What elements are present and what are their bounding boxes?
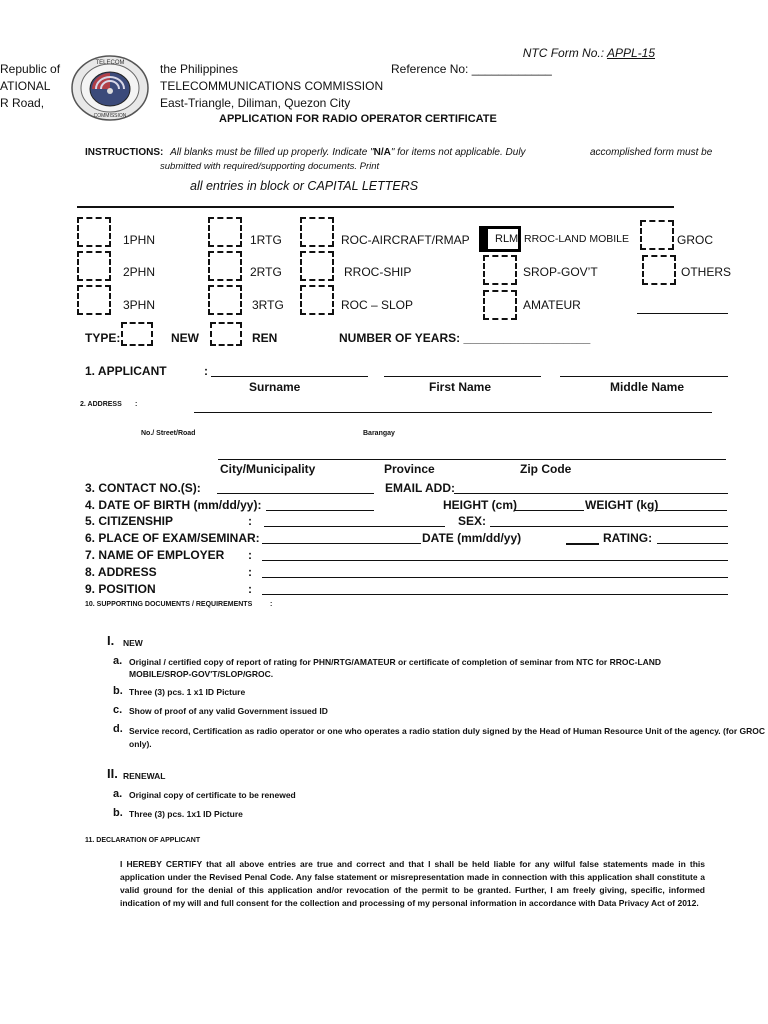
req-d-text-2: only). xyxy=(129,739,152,749)
checkbox-type-new[interactable] xyxy=(121,322,153,346)
ren-a-text: Original copy of certificate to be renewed xyxy=(129,790,296,800)
renewal-heading: RENEWAL xyxy=(123,771,166,781)
surname-input[interactable] xyxy=(211,376,368,377)
label-rroc-land-mobile: RROC-LAND MOBILE xyxy=(524,233,630,245)
dob-input[interactable] xyxy=(266,510,374,511)
form-title: APPLICATION FOR RADIO OPERATOR CERTIFICATE xyxy=(219,113,497,125)
instructions-na: N/A xyxy=(373,147,391,158)
instructions-line3: all entries in block or CAPITAL LETTERS xyxy=(190,179,419,193)
barangay-caption: Barangay xyxy=(363,430,395,437)
email-input[interactable] xyxy=(454,493,728,494)
checkbox-groc[interactable] xyxy=(640,220,674,250)
req-d-text-1: Service record, Certification as radio operator or one who operates a radio station duly signed by the Head of Human Resource Unit of the agency. (for GROC xyxy=(129,726,766,736)
address-street-input[interactable] xyxy=(194,412,712,413)
zip-caption: Zip Code xyxy=(520,462,572,476)
checkbox-others[interactable] xyxy=(642,255,676,285)
applicant-label: 1. APPLICANT xyxy=(85,364,167,378)
instructions-label: INSTRUCTIONS: xyxy=(85,147,164,158)
instructions-text-c: accomplished form must be xyxy=(590,147,713,158)
req-a-letter: a. xyxy=(113,655,123,667)
number-of-years-field[interactable]: NUMBER OF YEARS: ___________________ xyxy=(339,331,591,345)
rrlm-marker xyxy=(482,229,488,249)
agency-name: TELECOMMUNICATIONS COMMISSION xyxy=(160,79,384,93)
instructions-text-a: All blanks must be filled up properly. Indicate " xyxy=(170,147,374,158)
position-colon: : xyxy=(248,582,252,596)
checkbox-rroc-ship[interactable] xyxy=(300,251,334,281)
label-3rtg: 3RTG xyxy=(252,298,284,312)
req-c-letter: c. xyxy=(113,704,123,716)
citizenship-label: 5. CITIZENSHIP xyxy=(85,514,174,528)
req-a-text-2: MOBILE/SROP-GOV'T/SLOP/GROC. xyxy=(129,669,274,679)
label-2rtg: 2RTG xyxy=(250,265,282,279)
checkbox-srop-govt[interactable] xyxy=(483,255,517,285)
first-name-caption: First Name xyxy=(429,380,492,394)
instructions-line1 xyxy=(85,147,526,158)
form-number-label: NTC Form No.: xyxy=(522,46,605,60)
weight-label: WEIGHT (kg) xyxy=(585,498,659,512)
label-2phn: 2PHN xyxy=(123,265,156,279)
renewal-numeral: II. xyxy=(107,766,118,781)
street-caption: No./ Street/Road xyxy=(141,430,196,437)
declaration-label: 11. DECLARATION OF APPLICANT xyxy=(85,837,201,844)
checkbox-2rtg[interactable] xyxy=(208,251,242,281)
citizenship-input[interactable] xyxy=(264,526,445,527)
rating-label: RATING: xyxy=(603,531,653,545)
label-3phn: 3PHN xyxy=(123,298,156,312)
exam-date-input[interactable] xyxy=(566,543,599,545)
section-divider xyxy=(77,206,674,208)
middle-name-input[interactable] xyxy=(560,376,728,377)
employer-colon: : xyxy=(248,548,252,562)
label-roc-slop: ROC – SLOP xyxy=(341,298,414,312)
checkbox-3rtg[interactable] xyxy=(208,285,242,315)
ren-a-letter: a. xyxy=(113,788,123,800)
checkbox-roc-aircraft[interactable] xyxy=(300,217,334,247)
checkbox-1phn[interactable] xyxy=(77,217,111,247)
citizenship-colon: : xyxy=(248,514,252,528)
form-number-value: APPL-15 xyxy=(606,46,655,60)
new-numeral: I. xyxy=(107,633,115,648)
header-left-line1: Republic of xyxy=(0,62,61,76)
new-heading: NEW xyxy=(123,638,143,648)
employer-input[interactable] xyxy=(262,560,728,561)
surname-caption: Surname xyxy=(249,380,301,394)
first-name-input[interactable] xyxy=(384,376,541,377)
contact-input[interactable] xyxy=(217,493,374,494)
req-b-text: Three (3) pcs. 1 x1 ID Picture xyxy=(129,687,246,697)
supporting-docs-colon: : xyxy=(270,601,273,608)
label-roc-aircraft: ROC-AIRCRAFT/RMAP xyxy=(341,233,470,247)
employer-address-label: 8. ADDRESS xyxy=(85,565,157,579)
label-amateur: AMATEUR xyxy=(523,298,581,312)
type-ren-label: REN xyxy=(252,331,278,345)
employer-address-input[interactable] xyxy=(262,577,728,578)
supporting-docs-label: 10. SUPPORTING DOCUMENTS / REQUIREMENTS xyxy=(85,601,253,608)
ren-b-letter: b. xyxy=(113,807,123,819)
sex-label: SEX: xyxy=(458,514,487,528)
position-label: 9. POSITION xyxy=(85,582,156,596)
employer-address-colon: : xyxy=(248,565,252,579)
label-groc: GROC xyxy=(677,233,713,247)
place-of-exam-label: 6. PLACE OF EXAM/SEMINAR: xyxy=(85,531,260,545)
type-label: TYPE: xyxy=(85,331,121,345)
address-city-input[interactable] xyxy=(218,459,726,460)
label-rlm: RLM xyxy=(495,233,519,245)
header-left-line3: R Road, xyxy=(0,96,45,110)
contact-label: 3. CONTACT NO.(S): xyxy=(85,481,201,495)
sex-input[interactable] xyxy=(490,526,728,527)
reference-number-field[interactable]: Reference No: ____________ xyxy=(391,62,552,76)
place-of-exam-input[interactable] xyxy=(262,543,421,544)
address-colon: : xyxy=(135,401,138,408)
instructions-line2: submitted with required/supporting documents. Print xyxy=(160,161,380,172)
email-label: EMAIL ADD: xyxy=(385,481,455,495)
weight-input[interactable] xyxy=(656,510,727,511)
label-1rtg: 1RTG xyxy=(250,233,282,247)
height-input[interactable] xyxy=(514,510,584,511)
svg-text:TELECOM: TELECOM xyxy=(95,60,125,66)
checkbox-1rtg[interactable] xyxy=(208,217,242,247)
rating-input[interactable] xyxy=(657,543,728,544)
form-number xyxy=(523,46,655,60)
middle-name-caption: Middle Name xyxy=(610,380,685,394)
req-c-text: Show of proof of any valid Government issued ID xyxy=(129,706,328,716)
checkbox-roc-slop[interactable] xyxy=(300,285,334,315)
ntc-seal-logo xyxy=(70,55,150,121)
exam-date-label: DATE (mm/dd/yy) xyxy=(422,531,522,545)
svg-text:COMMISSION: COMMISSION xyxy=(93,113,127,119)
label-1phn: 1PHN xyxy=(123,233,156,247)
req-b-letter: b. xyxy=(113,685,123,697)
header-center-line1: the Philippines xyxy=(160,62,239,76)
province-caption: Province xyxy=(384,462,435,476)
label-rroc-ship: RROC-SHIP xyxy=(344,265,412,279)
label-others: OTHERS xyxy=(681,265,732,279)
ren-b-text: Three (3) pcs. 1x1 ID Picture xyxy=(129,809,243,819)
applicant-colon: : xyxy=(204,364,208,378)
header-left-line2: ATIONAL xyxy=(0,79,51,93)
declaration-text: I HEREBY CERTIFY that all above entries are true and correct and that I shall be held liable for any wilful false statements made in this application under the Revised Penal Code. Any false statement or misrepresentation made in connection with this application shall constitute a valid ground for the denial of this application and/or revocation of the permit to be granted. Further, I am freely giving, specific, informed indication of my will and full consent for the collection and processing of my personal information in accordance with Data Privacy Act of 2012. xyxy=(120,859,705,908)
req-a-text-1: Original / certified copy of report of rating for PHN/RTG/AMATEUR or certificate of completion of seminar from NTC for RROC-LAND xyxy=(129,657,662,667)
req-d-letter: d. xyxy=(113,723,123,735)
height-label: HEIGHT (cm) xyxy=(443,498,518,512)
others-specify-line[interactable] xyxy=(637,313,728,314)
instructions-text-b: " for items not applicable. Duly xyxy=(390,147,526,158)
checkbox-type-ren[interactable] xyxy=(210,322,242,346)
employer-label: 7. NAME OF EMPLOYER xyxy=(85,548,225,562)
checkbox-amateur[interactable] xyxy=(483,290,517,320)
agency-address: East-Triangle, Diliman, Quezon City xyxy=(160,96,351,110)
type-new-label: NEW xyxy=(171,331,199,345)
label-srop-govt: SROP-GOV’T xyxy=(523,265,598,279)
city-caption: City/Municipality xyxy=(220,462,316,476)
address-label: 2. ADDRESS xyxy=(80,401,122,408)
checkbox-2phn[interactable] xyxy=(77,251,111,281)
checkbox-3phn[interactable] xyxy=(77,285,111,315)
position-input[interactable] xyxy=(262,594,728,595)
dob-label: 4. DATE OF BIRTH (mm/dd/yy): xyxy=(85,498,262,512)
